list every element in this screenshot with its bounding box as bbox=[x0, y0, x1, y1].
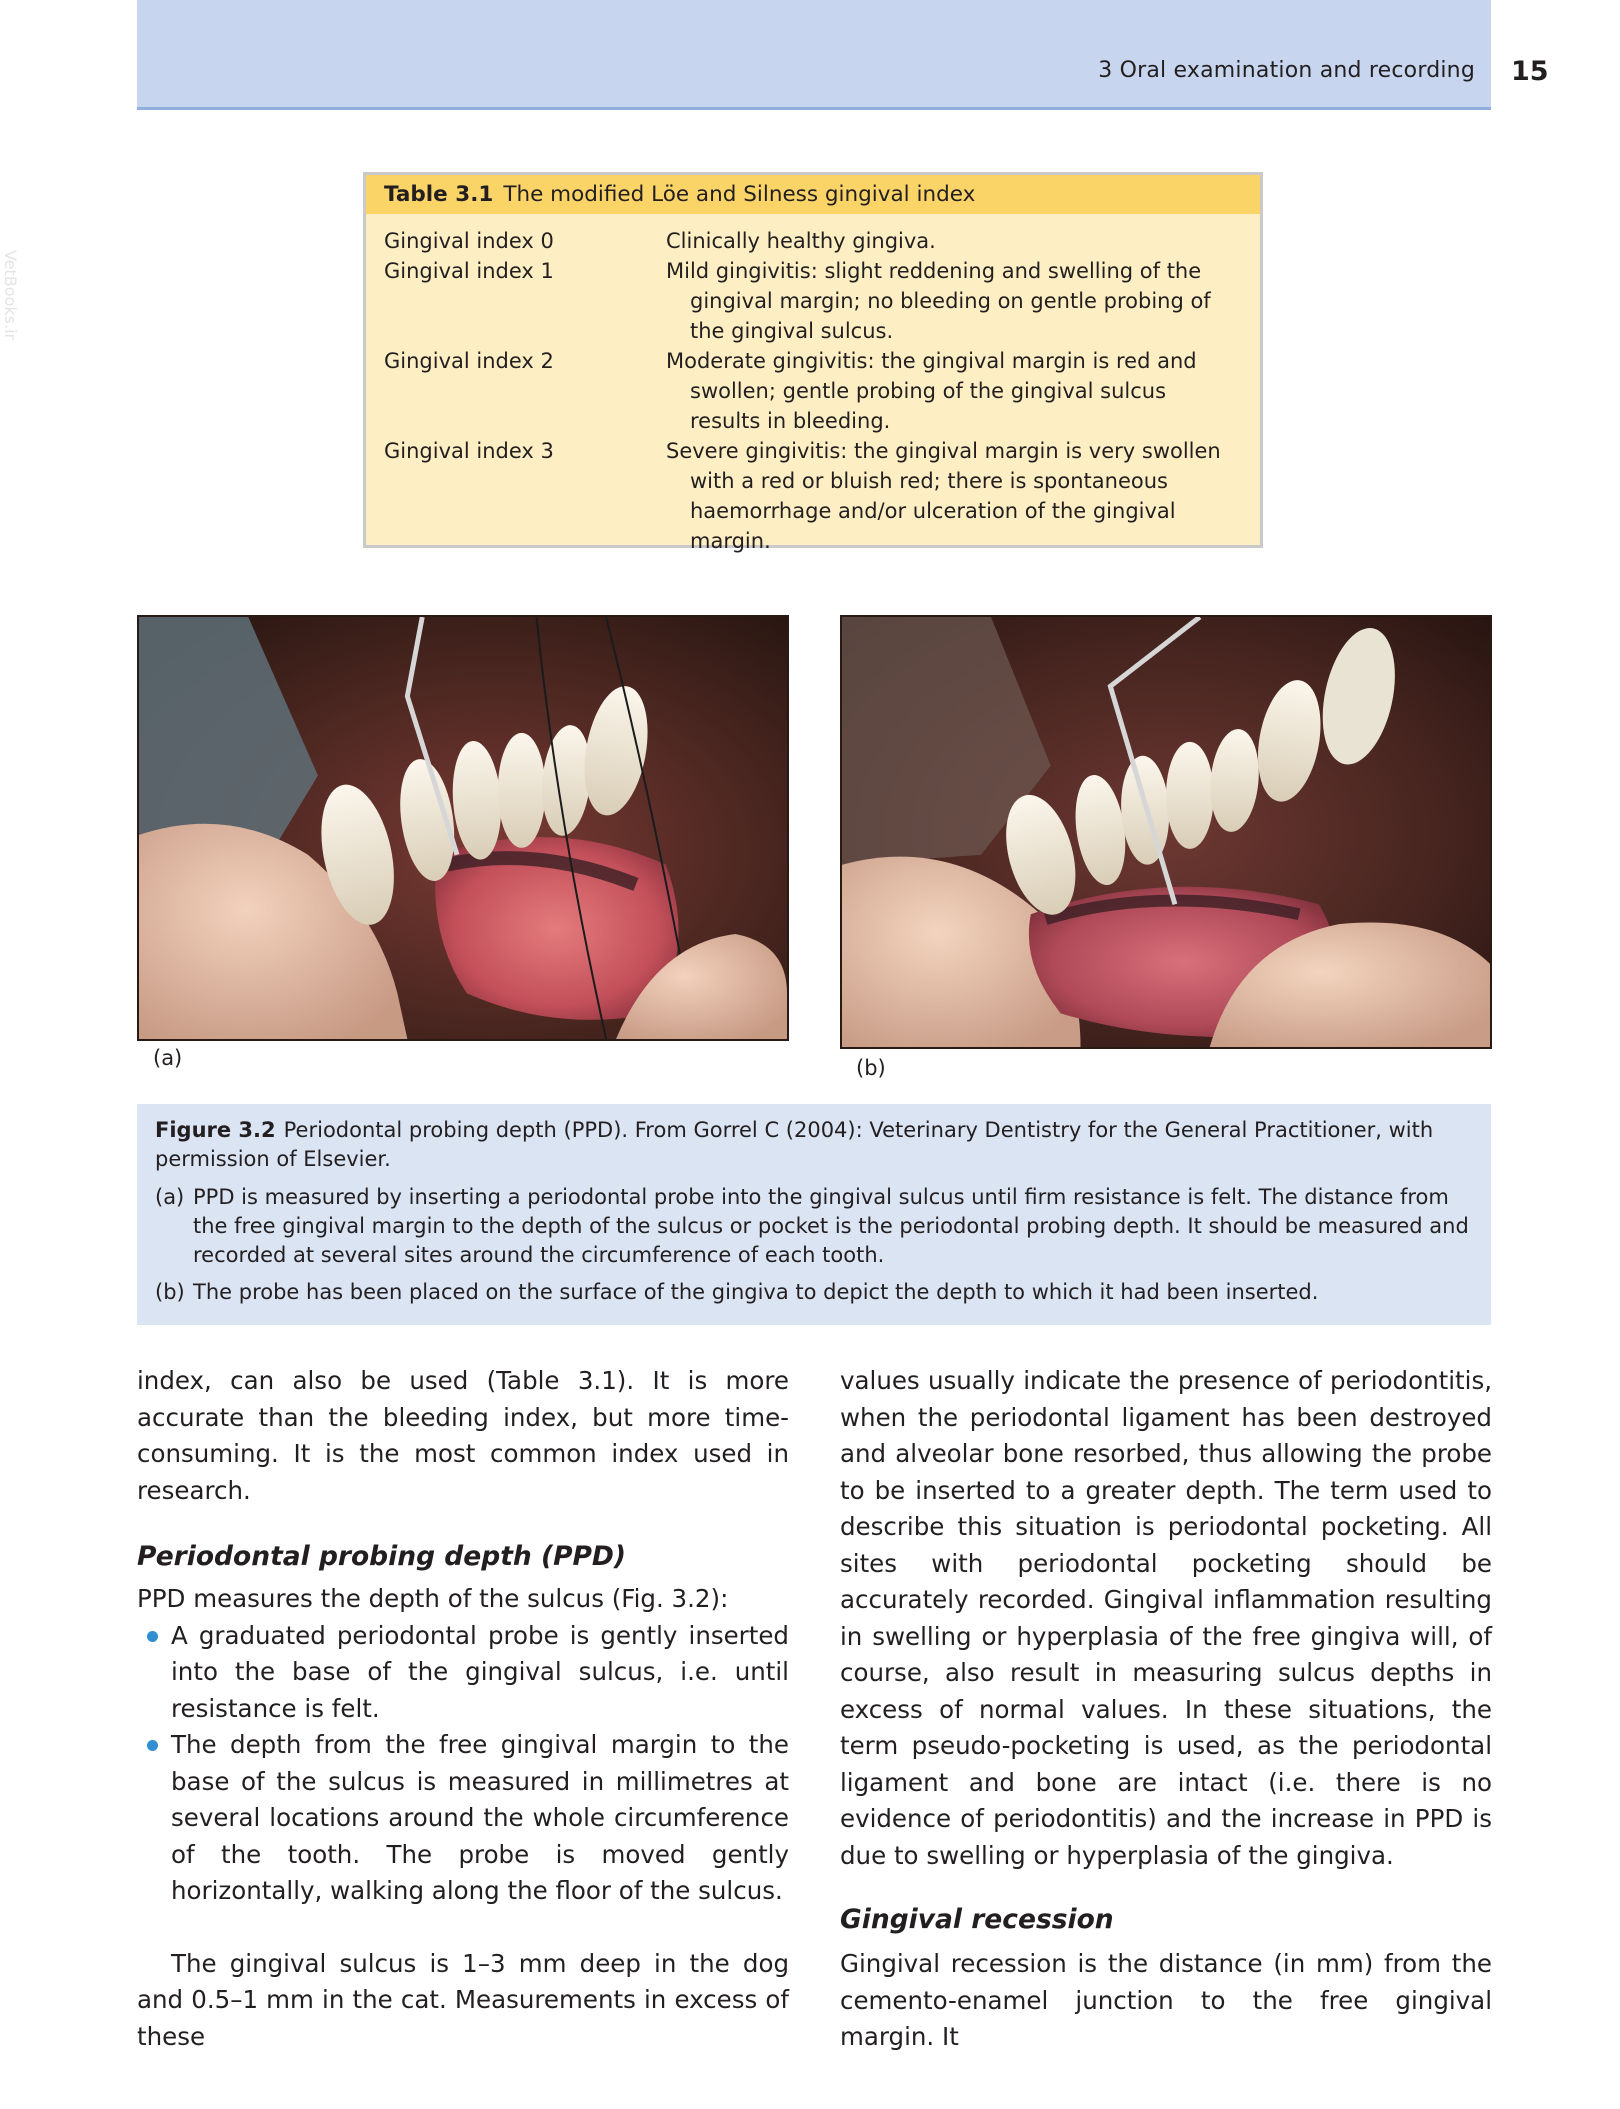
caption-item bbox=[155, 1278, 1473, 1307]
caption-item-text: PPD is measured by inserting a periodontal probe into the gingival sulcus until firm resistance is felt. The distance from the free gingival margin to the depth of the sulcus or pocket is the periodontal probing depth. It should be measured and recorded at several sites around the circumference of each tooth. bbox=[193, 1185, 1469, 1267]
paragraph: index, can also be used (Table 3.1). It is more accurate than the bleeding index, but more time-consuming. It is the most common index used in research. bbox=[137, 1366, 789, 1505]
list-item bbox=[137, 1618, 789, 1728]
bullet-list bbox=[137, 1618, 789, 1910]
paragraph: values usually indicate the presence of periodontitis, when the periodontal ligament has been destroyed and alveolar bone resorbed, thus allowing the probe to be inserted to a greater depth. The term used to describe this situation is periodontal pocketing. All sites with periodontal pocketing should be accurately recorded. Gingival inflammation resulting in swelling or hyperplasia of the free gingiva will, of course, also result in measuring sulcus depths in excess of normal values. In these situations, the term pseudo-pocketing is used, as the periodontal ligament and bone are intact (i.e. there is no evidence of periodontitis) and the increase in PPD is due to swelling or hyperplasia of the gingiva. bbox=[840, 1366, 1492, 1870]
table-number: Table 3.1 bbox=[384, 182, 494, 207]
caption-item bbox=[155, 1183, 1473, 1270]
bullet-icon bbox=[147, 1740, 158, 1751]
list-item-text: The depth from the free gingival margin to the base of the sulcus is measured in millimetres at several locations around the whole circumference of the tooth. The probe is moved gently horizontally, walking along the floor of the sulcus. bbox=[171, 1730, 789, 1905]
table-row-desc: Moderate gingivitis: the gingival margin is red and swollen; gentle probing of the gingival sulcus results in bleeding. bbox=[666, 349, 1197, 433]
table-body bbox=[366, 214, 1260, 556]
table-title-bar bbox=[366, 175, 1260, 214]
section-heading-ppd: Periodontal probing depth (PPD) bbox=[137, 1541, 627, 1572]
watermark: VetBooks.ir bbox=[1, 250, 20, 341]
table-row-label: Gingival index 1 bbox=[384, 259, 554, 283]
table-row bbox=[384, 226, 1242, 256]
table-row-desc: Severe gingivitis: the gingival margin is very swollen with a red or bluish red; there is spontaneous haemorrhage and/or ulceration of the gingival margin. bbox=[666, 439, 1221, 553]
table-row bbox=[384, 346, 1242, 436]
caption-main bbox=[155, 1116, 1473, 1174]
figure-caption bbox=[137, 1104, 1491, 1325]
panel-label-b: (b) bbox=[856, 1056, 886, 1080]
chapter-title: 3 Oral examination and recording bbox=[1098, 58, 1475, 83]
list-item-text: A graduated periodontal probe is gently inserted into the base of the gingival sulcus, i.e. until resistance is felt. bbox=[171, 1620, 789, 1723]
paragraph: The gingival sulcus is 1–3 mm deep in the dog and 0.5–1 mm in the cat. Measurements in excess of these bbox=[137, 1948, 789, 2051]
section-heading-recession: Gingival recession bbox=[840, 1904, 1114, 1935]
paragraph: Gingival recession is the distance (in mm) from the cemento-enamel junction to the free gingival margin. It bbox=[840, 1949, 1492, 2051]
page-number: 15 bbox=[1511, 56, 1549, 87]
list-item bbox=[137, 1727, 789, 1910]
figure-photo-b bbox=[840, 615, 1492, 1049]
table-row bbox=[384, 436, 1242, 556]
table-title: The modified Löe and Silness gingival index bbox=[503, 182, 976, 207]
body-column-left bbox=[137, 1363, 789, 2055]
caption-item-label: (a) bbox=[155, 1185, 185, 1209]
table-row-desc: Clinically healthy gingiva. bbox=[666, 229, 936, 253]
running-header bbox=[137, 0, 1491, 110]
paragraph: PPD measures the depth of the sulcus (Fig. 3.2): bbox=[137, 1584, 729, 1613]
table-row bbox=[384, 256, 1242, 346]
caption-text: Periodontal probing depth (PPD). From Gorrel C (2004): Veterinary Dentistry for the General Practitioner, with permission of Elsevier. bbox=[155, 1118, 1434, 1171]
figure-photo-a bbox=[137, 615, 789, 1041]
caption-item-label: (b) bbox=[155, 1280, 185, 1304]
caption-item-text: The probe has been placed on the surface of the gingiva to depict the depth to which it had been inserted. bbox=[193, 1280, 1319, 1304]
table-row-label: Gingival index 0 bbox=[384, 229, 554, 253]
figure-label: Figure 3.2 bbox=[155, 1118, 276, 1142]
table-row-desc: Mild gingivitis: slight reddening and swelling of the gingival margin; no bleeding on gentle probing of the gingival sulcus. bbox=[666, 259, 1211, 343]
gingival-index-table bbox=[363, 172, 1263, 553]
body-column-right bbox=[840, 1363, 1492, 2056]
table-row-label: Gingival index 3 bbox=[384, 439, 554, 463]
panel-label-a: (a) bbox=[153, 1046, 183, 1070]
table-row-label: Gingival index 2 bbox=[384, 349, 554, 373]
bullet-icon bbox=[147, 1631, 158, 1642]
